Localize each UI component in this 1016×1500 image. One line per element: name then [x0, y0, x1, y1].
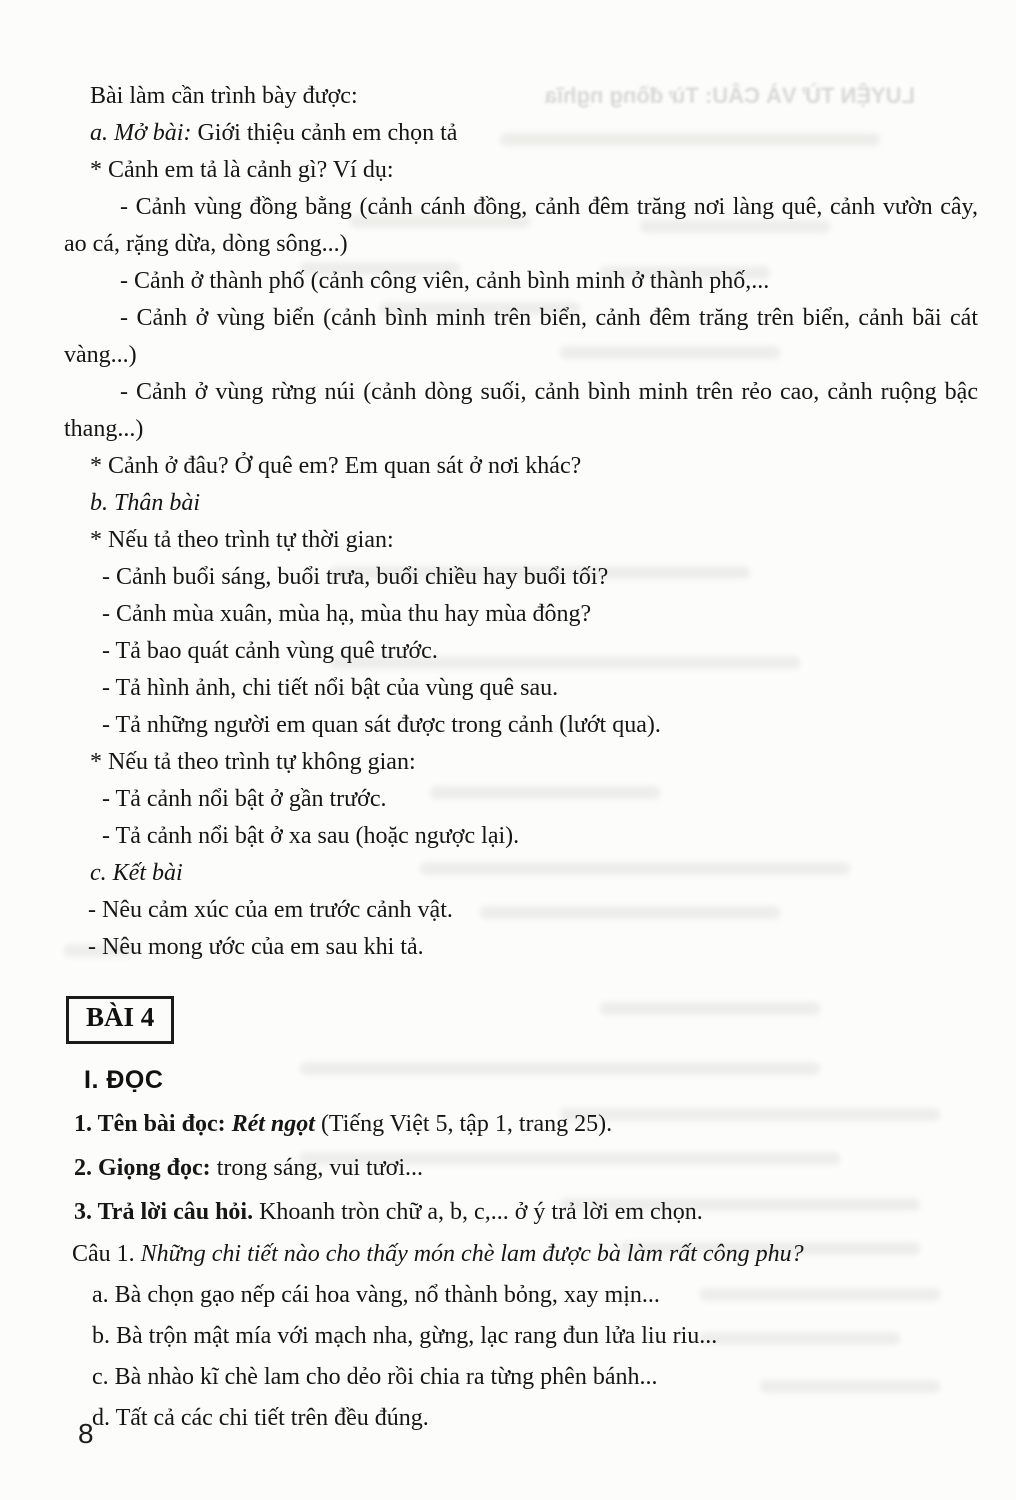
page-number: 8 — [78, 1418, 94, 1449]
ket-bai-item: - Nêu mong ước của em sau khi tả. — [88, 934, 424, 960]
outline-ket-bai: c. Kết bài — [90, 860, 183, 886]
example-item: - Cảnh ở thành phố (cảnh công viên, cảnh bình minh ở thành phố,... — [120, 268, 770, 294]
outline-mo-bai — [64, 115, 978, 152]
time-order-item: - Tả bao quát cảnh vùng quê trước. — [102, 638, 438, 664]
outline-where-question: * Cảnh ở đâu? Ở quê em? Em quan sát ở nơi khác? — [90, 453, 582, 479]
bleed-through-header: LUYỆN TỪ VÀ CÂU: Từ đồng nghĩa — [544, 83, 915, 108]
item1-reading-title: Rét ngọt — [225, 1110, 315, 1137]
lesson-item-1 — [74, 1104, 978, 1144]
lesson-4-section — [64, 996, 978, 1438]
item2-label: 2. Giọng đọc: — [74, 1154, 211, 1181]
space-order-lead: * Nếu tả theo trình tự không gian: — [90, 749, 416, 775]
space-order-item: - Tả cảnh nổi bật ở xa sau (hoặc ngược lại). — [102, 823, 520, 849]
lesson-item-2 — [74, 1148, 978, 1188]
lesson-title-box: BÀI 4 — [66, 996, 174, 1044]
outline-intro: Bài làm cần trình bày được: — [90, 83, 358, 109]
item3-rest: Khoanh tròn chữ a, b, c,... ở ý trả lời em chọn. — [253, 1198, 703, 1225]
example-item: - Cảnh ở vùng biển (cảnh bình minh trên biển, cảnh đêm trăng trên biển, cảnh bãi cát vàng...) — [64, 305, 978, 368]
example-item: - Cảnh ở vùng rừng núi (cảnh dòng suối, cảnh bình minh trên rẻo cao, cảnh ruộng bậc thang...) — [64, 379, 978, 442]
space-order-item: - Tả cảnh nổi bật ở gần trước. — [102, 786, 387, 812]
time-order-item: - Tả hình ảnh, chi tiết nổi bật của vùng quê sau. — [102, 675, 559, 701]
item3-label: 3. Trả lời câu hỏi. — [74, 1198, 254, 1225]
outline-than-bai: b. Thân bài — [90, 490, 201, 516]
answer-option-c: c. Bà nhào kĩ chè lam cho dẻo rồi chia ra từng phên bánh... — [92, 1363, 658, 1390]
answer-option-a: a. Bà chọn gạo nếp cái hoa vàng, nổ thành bỏng, xay mịn... — [92, 1281, 660, 1308]
ket-bai-item: - Nêu cảm xúc của em trước cảnh vật. — [88, 897, 453, 923]
example-item: - Cảnh vùng đồng bằng (cảnh cánh đồng, cảnh đêm trăng nơi làng quê, cảnh vườn cây, ao cá, rặng dừa, dòng sông...) — [64, 194, 978, 257]
time-order-item: - Cảnh buổi sáng, buổi trưa, buổi chiều hay buổi tối? — [102, 564, 609, 590]
doc-section-heading: I. ĐỌC — [84, 1065, 164, 1094]
lesson-item-3 — [74, 1192, 978, 1232]
answer-option-b: b. Bà trộn mật mía với mạch nha, gừng, lạc rang đun lửa liu riu... — [92, 1322, 718, 1349]
answer-option-d: d. Tất cả các chi tiết trên đều đúng. — [92, 1404, 429, 1431]
question-1-label: Câu 1. — [72, 1240, 135, 1267]
time-order-item: - Cảnh mùa xuân, mùa hạ, mùa thu hay mùa đông? — [102, 601, 592, 627]
mo-bai-text: Giới thiệu cảnh em chọn tả — [191, 120, 458, 146]
question-1 — [72, 1234, 978, 1274]
item1-rest: (Tiếng Việt 5, tập 1, trang 25). — [314, 1110, 613, 1137]
time-order-item: - Tả những người em quan sát được trong cảnh (lướt qua). — [102, 712, 661, 738]
outline-vi-du-lead: * Cảnh em tả là cảnh gì? Ví dụ: — [90, 157, 394, 183]
time-order-lead: * Nếu tả theo trình tự thời gian: — [90, 527, 394, 553]
mo-bai-label: a. Mở bài: — [90, 120, 192, 146]
question-1-text: Những chi tiết nào cho thấy món chè lam được bà làm rất công phu? — [134, 1240, 804, 1267]
item2-rest: trong sáng, vui tươi... — [210, 1154, 424, 1181]
item1-label: 1. Tên bài đọc: — [74, 1110, 226, 1137]
